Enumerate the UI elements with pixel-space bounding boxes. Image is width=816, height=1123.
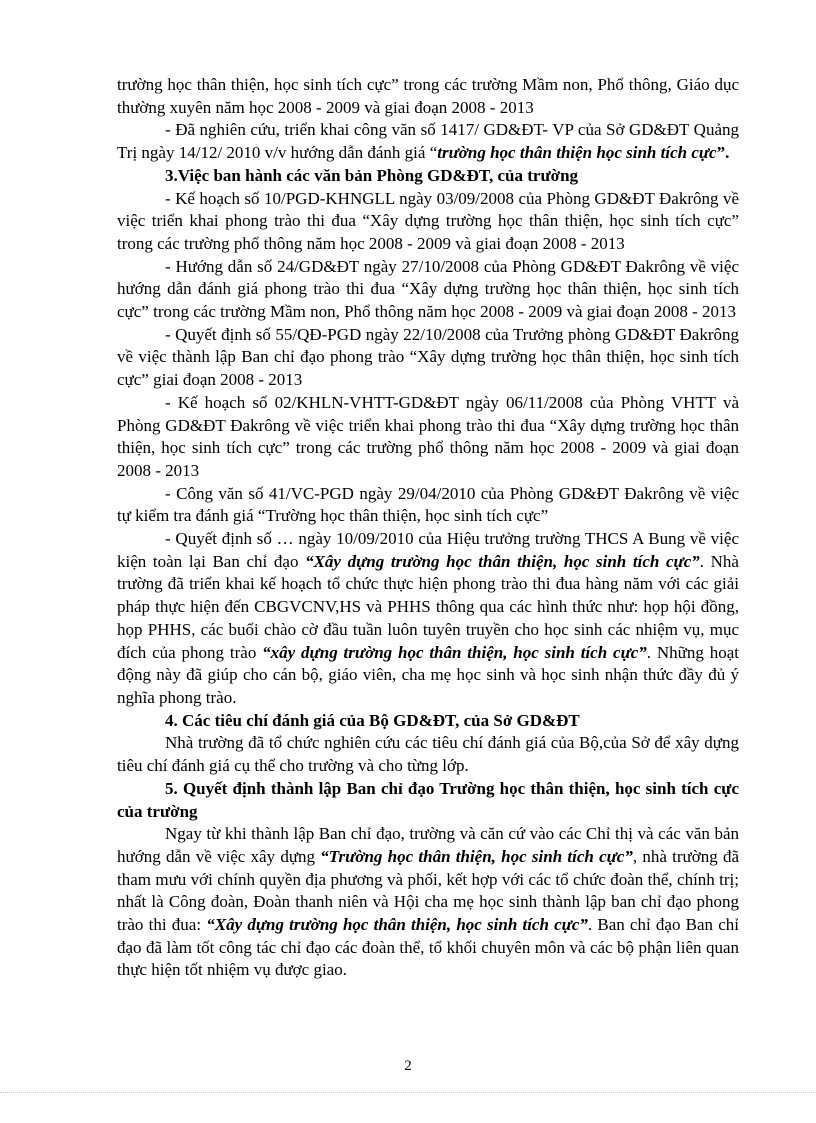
- text-run: . Những hoạt động này đã giúp cho cán bộ, giáo viên, cha mẹ học sinh và học sinh nhận thức đầy đủ ý nghĩa phong trào.: [117, 642, 739, 707]
- paragraph: [117, 188, 739, 256]
- emphasis-text: “Trường học thân thiện, học sinh tích cực”: [320, 846, 633, 866]
- paragraph: [117, 74, 739, 119]
- emphasis-text: “Xây dựng trường học thân thiện, học sinh tích cực”: [206, 915, 588, 935]
- text-run: , nhà trường đã tham mưu với chính quyền địa phương và phối, kết hợp với các tổ chức đoàn thể, chính trị; nhất là Công đoàn, Đoàn thanh niên và Hội cha mẹ học sinh thành lập ban chỉ đạo phong trào thi đua:: [117, 846, 739, 935]
- section-heading: [117, 778, 739, 823]
- text-run: - Đã nghiên cứu, triển khai công văn số 1417/ GD&ĐT- VP của Sở GD&ĐT Quảng Trị ngày 14/12/ 2010 v/v hướng dẫn đánh giá “: [117, 120, 739, 163]
- text-run: Ngay từ khi thành lập Ban chỉ đạo, trường và căn cứ vào các Chỉ thị và các văn bản hướng dẫn về việc xây dựng: [117, 824, 739, 866]
- text-run: 3.Việc ban hành các văn bản Phòng GD&ĐT, của trường: [165, 165, 579, 185]
- paragraph: [117, 256, 739, 324]
- text-run: - Công văn số 41/VC-PGD ngày 29/04/2010 của Phòng GD&ĐT Đakrông về việc tự kiểm tra đánh giá “Trường học thân thiện, học sinh tích cực”: [117, 483, 739, 526]
- paragraph: [117, 119, 739, 164]
- paragraph: [117, 528, 739, 710]
- text-run: ”.: [716, 143, 730, 163]
- text-run: - Hướng dẫn số 24/GD&ĐT ngày 27/10/2008 của Phòng GD&ĐT Đakrông về việc hướng dẫn đánh giá phong trào thi đua “Xây dựng trường học thân thiện, học sinh tích cực” trong các trường Mầm non, Phổ thông năm học 2008 - 2009 và giai đoạn 2008 - 2013: [117, 256, 739, 322]
- section-heading: [117, 710, 739, 733]
- text-run: trường học thân thiện, học sinh tích cực” trong các trường Mầm non, Phổ thông, Giáo dục thường xuyên năm học 2008 - 2009 và giai đoạn 2008 - 2013: [117, 75, 739, 117]
- paragraph: [117, 324, 739, 392]
- text-run: - Kế hoạch số 10/PGD-KHNGLL ngày 03/09/2008 của Phòng GD&ĐT Đakrông về việc triển khai phong trào thi đua “Xây dựng trường học thân thiện, học sinh tích cực” trong các trường phổ thông năm học 2008 - 2009 và giai đoạn 2008 - 2013: [117, 188, 739, 253]
- page-number: 2: [404, 1058, 412, 1074]
- paragraph: [117, 392, 739, 483]
- emphasis-text: trường học thân thiện học sinh tích cực: [437, 143, 717, 163]
- paragraph: [117, 823, 739, 982]
- text-run: Nhà trường đã tổ chức nghiên cứu các tiêu chí đánh giá của Bộ,của Sở để xây dựng tiêu chí đánh giá cụ thể cho trường và cho từng lớp.: [117, 733, 739, 776]
- section-heading: [117, 165, 739, 188]
- text-run: 4. Các tiêu chí đánh giá của Bộ GD&ĐT, của Sở GD&ĐT: [165, 710, 580, 730]
- text-run: . Ban chỉ đạo Ban chỉ đạo đã làm tốt công tác chỉ đạo các đoàn thể, tổ khối chuyên môn và các bộ phận liên quan thực hiện tốt nhiệm vụ được giao.: [117, 915, 739, 980]
- text-run: - Quyết định số 55/QĐ-PGD ngày 22/10/2008 của Trưởng phòng GD&ĐT Đakrông về việc thành lập Ban chỉ đạo phong trào “Xây dựng trường học thân thiện, học sinh tích cực” giai đoạn 2008 - 2013: [117, 324, 739, 390]
- text-run: . Nhà trường đã triển khai kế hoạch tổ chức thực hiện phong trào thi đua hàng năm với các giải pháp thực hiện đến CBGVCNV,HS và PHHS thông qua các hình thức như: họp hội đồng, họp PHHS, các buổi chào cờ đầu tuần luôn tuyên truyền cho học sinh các nhiệm vụ, mục đích của phong trào: [117, 551, 739, 662]
- text-run: 5. Quyết định thành lập Ban chỉ đạo Trường học thân thiện, học sinh tích cực của trường: [117, 778, 739, 821]
- paragraph: [117, 483, 739, 528]
- emphasis-text: “Xây dựng trường học thân thiện, học sinh tích cực”: [305, 551, 700, 571]
- text-run: - Kế hoạch số 02/KHLN-VHTT-GD&ĐT ngày 06/11/2008 của Phòng VHTT và Phòng GD&ĐT Đakrông về việc triển khai phong trào thi đua “Xây dựng trường học thân thiện, học sinh tích cực” trong các trường phổ thông năm học 2008 - 2009 và giai đoạn 2008 - 2013: [117, 392, 739, 480]
- text-run: - Quyết định số … ngày 10/09/2010 của Hiệu trưởng trường THCS A Bung về việc kiện toàn lại Ban chỉ đạo: [117, 529, 739, 571]
- emphasis-text: “xây dựng trường học thân thiện, học sinh tích cực”: [262, 642, 647, 662]
- document-body: [117, 74, 739, 982]
- paragraph: [117, 732, 739, 777]
- page-bottom-divider: [0, 1092, 816, 1093]
